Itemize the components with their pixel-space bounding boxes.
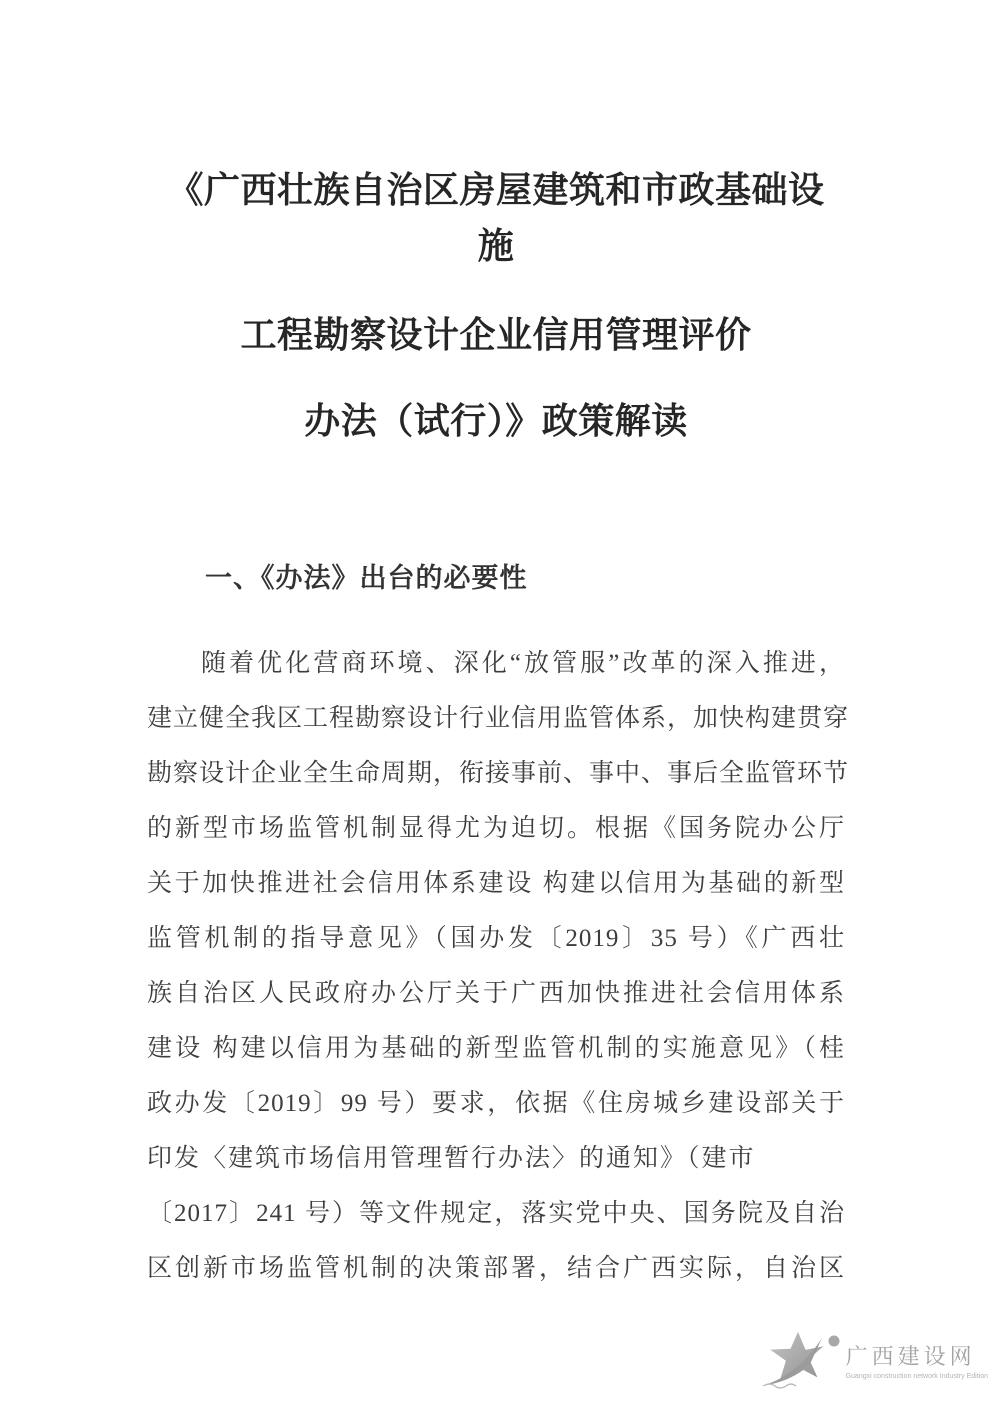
body-line: 〔2017〕241 号）等文件规定，落实党中央、国务院及自治 — [147, 1200, 845, 1227]
body-line: 区创新市场监管机制的决策部署，结合广西实际，自治区 — [147, 1255, 845, 1282]
body-line: 印发〈建筑市场信用管理暂行办法〉的通知》（建市 — [147, 1145, 756, 1172]
site-subtitle: Guangxi construction network Industry Edition — [845, 1373, 988, 1380]
body-line: 建设 构建以信用为基础的新型监管机制的实施意见》（桂 — [147, 1035, 845, 1062]
title-line: 施 — [477, 226, 515, 266]
site-logo-watermark — [752, 1328, 988, 1397]
body-line: 监管机制的指导意见》（国办发〔2019〕35 号）《广西壮 — [147, 925, 845, 952]
body-line: 随着优化营商环境、深化“放管服”改革的深入推进， — [201, 650, 845, 677]
star-icon — [752, 1328, 844, 1397]
body-paragraph — [147, 636, 850, 1296]
title-line: 《广西壮族自治区房屋建筑和市政基础设 — [167, 170, 825, 210]
title-line: 办法（试行）》政策解读 — [304, 401, 688, 441]
body-line: 勘察设计企业全生命周期，衔接事前、事中、事后全监管环节 — [147, 760, 850, 787]
title-line: 工程勘察设计企业信用管理评价 — [240, 315, 752, 355]
body-line: 族自治区人民政府办公厅关于广西加快推进社会信用体系 — [147, 980, 845, 1007]
site-logo-text — [846, 1344, 988, 1381]
document-content — [147, 0, 850, 1296]
body-line: 建立健全我区工程勘察设计行业信用监管体系，加快构建贯穿 — [147, 705, 850, 732]
body-line: 关于加快推进社会信用体系建设 构建以信用为基础的新型 — [147, 870, 845, 897]
body-line: 政办发〔2019〕99 号）要求，依据《住房城乡建设部关于 — [147, 1090, 845, 1117]
document-title — [147, 168, 845, 443]
section-heading: 一、《办法》出台的必要性 — [205, 563, 528, 593]
site-name: 广西建设网 — [845, 1344, 976, 1369]
body-line: 的新型市场监管机制显得尤为迫切。根据《国务院办公厅 — [147, 815, 845, 842]
